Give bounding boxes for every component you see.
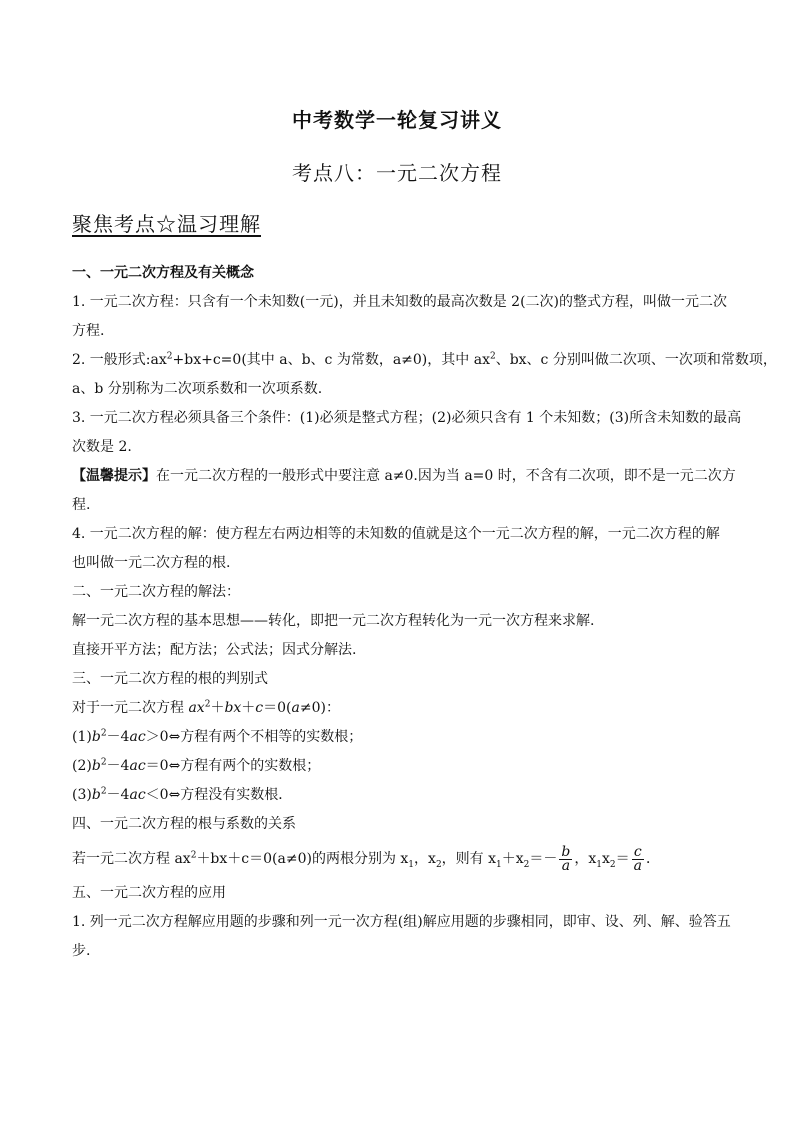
paragraph-line: 也叫做一元二次方程的根.	[72, 555, 231, 571]
page-title: 中考数学一轮复习讲义	[292, 108, 502, 132]
heading-applications: 五、一元二次方程的应用	[72, 885, 226, 901]
paragraph-line: 1. 列一元二次方程解应用题的步骤和列一元一次方程(组)解应用题的步骤相同，即审、设、列、解、验答五	[72, 914, 731, 930]
paragraph-line: 程.	[72, 497, 91, 513]
paragraph-line: 解一元二次方程的基本思想——转化，即把一元二次方程转化为一元一次方程来求解.	[72, 613, 595, 629]
paragraph-line: 1. 一元二次方程：只含有一个未知数(一元)，并且未知数的最高次数是 2(二次)的整式方程，叫做一元二次	[72, 294, 728, 310]
paragraph-line: 方程.	[72, 323, 105, 339]
tip-label: 【温馨提示】	[72, 468, 156, 484]
heading-discriminant: 三、一元二次方程的根的判别式	[72, 671, 268, 687]
paragraph-line: 直接开平方法；配方法；公式法；因式分解法.	[72, 642, 357, 658]
paragraph-line: 4. 一元二次方程的解：使方程左右两边相等的未知数的值就是这个一元二次方程的解，一元二次方程的解	[72, 526, 720, 542]
paragraph-line: a、b 分别称为二次项系数和一次项系数.	[72, 381, 323, 397]
tip-line: 【温馨提示】在一元二次方程的一般形式中要注意 a≠0.因为当 a=0 时，不含有二次项，即不是一元二次方	[72, 468, 736, 484]
paragraph-line: 次数是 2.	[72, 439, 132, 455]
heading-solutions: 二、一元二次方程的解法：	[72, 584, 240, 600]
paragraph-line: 3. 一元二次方程必须具备三个条件：(1)必须是整式方程；(2)必须只含有 1 个未知数；(3)所含未知数的最高	[72, 410, 742, 426]
paragraph-line: 2. 一般形式$:ax^2+bx+c=0$(其中 a、b、c 为常数，a≠0)，其中 $ax^2$、bx、c 分别叫做二次项、一次项和常数项，	[72, 351, 777, 368]
heading-vieta: 四、一元二次方程的根与系数的关系	[72, 816, 296, 832]
paragraph-line: $(1)b^2-4ac>0\Leftrightarrow$方程有两个不相等的实数根；	[72, 728, 363, 745]
paragraph-line: 步.	[72, 943, 91, 959]
heading-concepts: 一、一元二次方程及有关概念	[72, 265, 254, 281]
paragraph-line: 对于一元二次方程 $ax^2+bx+c=0(a\ne 0)$：	[72, 699, 340, 716]
fraction-c-over-a: $\frac{c}{a}$	[633, 843, 643, 874]
page-subtitle: 考点八：一元二次方程	[292, 161, 502, 185]
paragraph-line: $(3)b^2-4ac<0\Leftrightarrow$方程没有实数根．	[72, 786, 293, 803]
paragraph-line: $(2)b^2-4ac=0\Leftrightarrow$方程有两个的实数根；	[72, 757, 321, 774]
section-heading: 聚焦考点☆温习理解	[72, 212, 261, 236]
body-text	[72, 259, 777, 966]
vieta-formula-line: 若一元二次方程 $ax^2+bx+c=0(a\ne 0)$的两根分别为 $x_1$，$x_2$，则有 $x_1+x_2=-$ $\frac{b}{a}$ ，$x_1x_2=$ $\frac{c}{a}$ ．	[72, 843, 661, 874]
fraction-b-over-a: $\frac{b}{a}$	[561, 843, 571, 874]
